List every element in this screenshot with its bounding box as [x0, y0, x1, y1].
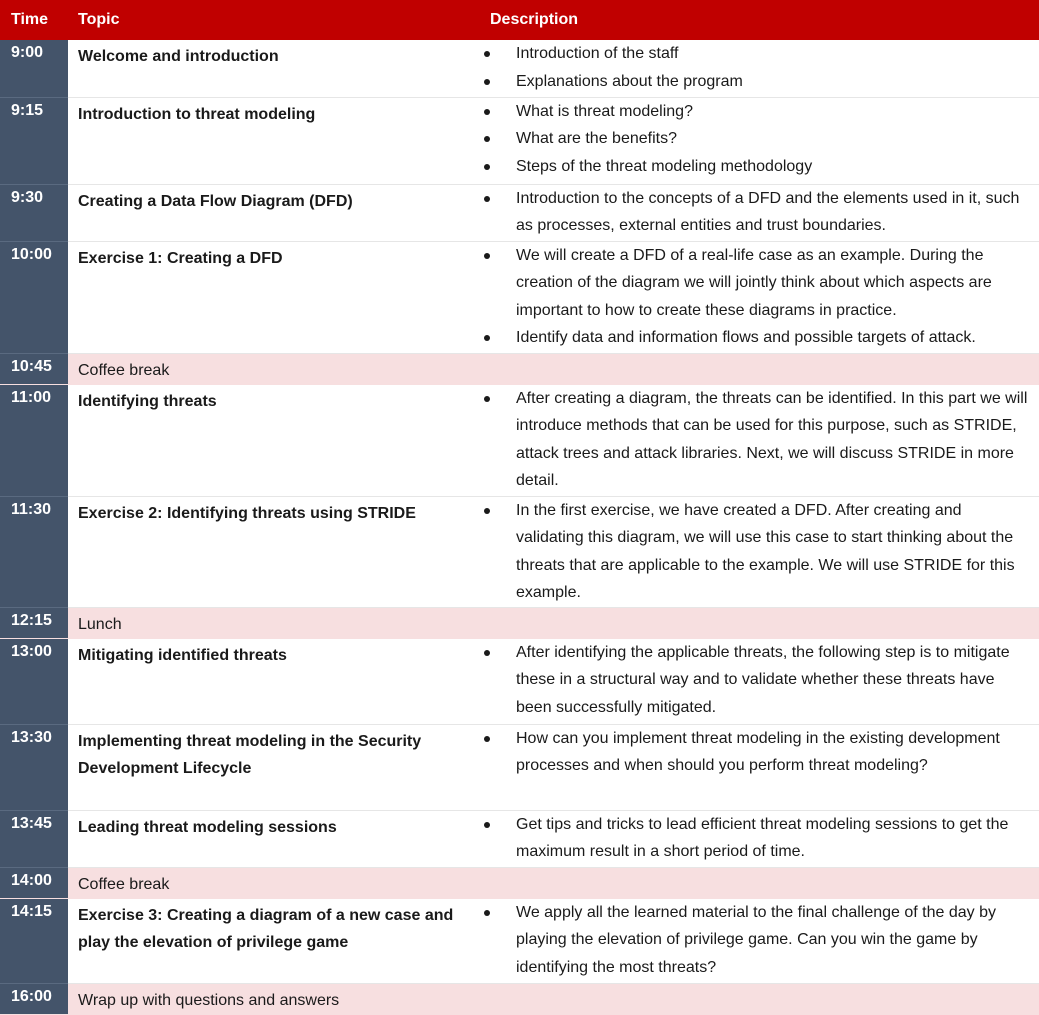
table-row: [0, 867, 1039, 898]
bullet-icon: [484, 109, 490, 115]
row-time: 14:00: [0, 867, 68, 898]
row-time: 14:15: [0, 898, 68, 983]
bullet-icon: [484, 822, 490, 828]
list-item-text: In the first exercise, we have created a DFD. After creating and validating this diagram, we will use this case to start thinking about the threats that are applicable to the example. We will use STRIDE for this example.: [516, 501, 1015, 601]
bullet-icon: [484, 396, 490, 402]
list-item-text: We apply all the learned material to the final challenge of the day by playing the elevation of privilege game. Can you win the game by identifying the most threats?: [516, 903, 996, 976]
table-row: [0, 40, 1039, 97]
bullet-icon: [484, 508, 490, 514]
row-topic: Introduction to threat modeling: [68, 97, 480, 184]
table-header: [0, 0, 1039, 40]
row-description: [480, 384, 1039, 496]
list-item: [480, 125, 1029, 153]
list-item: [480, 639, 1029, 722]
list-item-text: How can you implement threat modeling in the existing development processes and when should you perform threat modeling?: [516, 729, 1000, 774]
list-item: [480, 324, 1029, 352]
table-row: [0, 496, 1039, 607]
list-item: [480, 242, 1029, 325]
bullet-icon: [484, 196, 490, 202]
header-topic: Topic: [68, 0, 480, 40]
table-row: [0, 724, 1039, 810]
row-description: [480, 724, 1039, 810]
header-description: Description: [480, 0, 1039, 40]
bullet-icon: [484, 335, 490, 341]
row-description: [480, 40, 1039, 97]
row-time: 13:00: [0, 638, 68, 724]
row-topic: Coffee break: [68, 867, 480, 898]
row-topic: Exercise 3: Creating a diagram of a new case and play the elevation of privilege game: [68, 898, 480, 983]
bullet-icon: [484, 253, 490, 259]
row-topic: Implementing threat modeling in the Security Development Lifecycle: [68, 724, 480, 810]
list-item-text: Explanations about the program: [516, 72, 743, 90]
list-item: [480, 153, 1029, 181]
list-item-text: What is threat modeling?: [516, 102, 693, 120]
row-time: 13:30: [0, 724, 68, 810]
list-item: [480, 40, 1029, 68]
list-item: [480, 185, 1029, 240]
bullet-icon: [484, 51, 490, 57]
row-time: 13:45: [0, 810, 68, 867]
row-description: [480, 496, 1039, 607]
row-description: [480, 97, 1039, 184]
table-row: [0, 184, 1039, 241]
list-item-text: What are the benefits?: [516, 130, 677, 147]
row-topic: Welcome and introduction: [68, 40, 480, 97]
row-topic: Leading threat modeling sessions: [68, 810, 480, 867]
table-row: [0, 983, 1039, 1014]
table-row: [0, 353, 1039, 384]
table-row: [0, 241, 1039, 353]
table-row: [0, 384, 1039, 496]
list-item: [480, 899, 1029, 982]
list-item-text: We will create a DFD of a real-life case as an example. During the creation of the diagram we will jointly think about which aspects are important to how to create these diagrams in practice.: [516, 246, 992, 319]
row-topic: Lunch: [68, 607, 480, 638]
list-item-text: Identify data and information flows and possible targets of attack.: [516, 329, 976, 346]
row-time: 9:00: [0, 40, 68, 97]
row-time: 9:30: [0, 184, 68, 241]
row-description: [480, 898, 1039, 983]
row-description: [480, 184, 1039, 241]
row-description: [480, 867, 1039, 898]
bullet-icon: [484, 650, 490, 656]
list-item: [480, 385, 1029, 495]
list-item: [480, 811, 1029, 866]
row-topic: Creating a Data Flow Diagram (DFD): [68, 184, 480, 241]
list-item-text: After identifying the applicable threats, the following step is to mitigate these in a structural way and to validate whether these threats have been successfully mitigated.: [516, 643, 1010, 716]
row-time: 9:15: [0, 97, 68, 184]
row-description: [480, 607, 1039, 638]
list-item-text: Introduction of the staff: [516, 45, 679, 62]
list-item: [480, 98, 1029, 126]
header-time: Time: [0, 0, 68, 40]
row-topic: Coffee break: [68, 353, 480, 384]
row-time: 10:45: [0, 353, 68, 384]
bullet-icon: [484, 136, 490, 142]
row-topic: Mitigating identified threats: [68, 638, 480, 724]
row-time: 11:00: [0, 384, 68, 496]
row-description: [480, 810, 1039, 867]
row-description: [480, 638, 1039, 724]
row-time: 12:15: [0, 607, 68, 638]
bullet-icon: [484, 736, 490, 742]
table-row: [0, 638, 1039, 724]
bullet-icon: [484, 910, 490, 916]
table-row: [0, 810, 1039, 867]
row-topic: Exercise 1: Creating a DFD: [68, 241, 480, 353]
row-description: [480, 353, 1039, 384]
list-item-text: After creating a diagram, the threats can be identified. In this part we will introduce methods that can be used for this purpose, such as STRIDE, attack trees and attack libraries. Next, we will discuss STRIDE in more detail.: [516, 389, 1028, 489]
list-item: [480, 725, 1029, 780]
row-topic: Wrap up with questions and answers: [68, 983, 480, 1014]
list-item: [480, 497, 1029, 607]
row-description: [480, 241, 1039, 353]
bullet-icon: [484, 79, 490, 85]
row-topic: Exercise 2: Identifying threats using STRIDE: [68, 496, 480, 607]
table-row: [0, 97, 1039, 184]
list-item-text: Get tips and tricks to lead efficient threat modeling sessions to get the maximum result in a short period of time.: [516, 815, 1009, 860]
row-time: 10:00: [0, 241, 68, 353]
list-item-text: Steps of the threat modeling methodology: [516, 157, 813, 175]
row-topic: Identifying threats: [68, 384, 480, 496]
row-time: 11:30: [0, 496, 68, 607]
row-time: 16:00: [0, 983, 68, 1014]
list-item-text: Introduction to the concepts of a DFD and the elements used in it, such as processes, external entities and trust boundaries.: [516, 189, 1020, 234]
list-item: [480, 68, 1029, 96]
bullet-icon: [484, 164, 490, 170]
table-row: [0, 898, 1039, 983]
table-row: [0, 607, 1039, 638]
row-description: [480, 983, 1039, 1014]
